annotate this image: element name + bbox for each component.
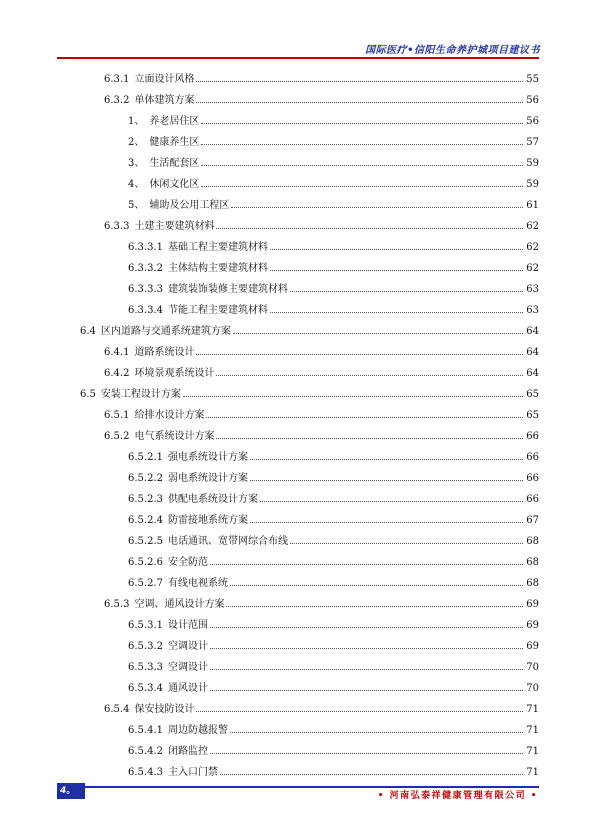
toc-entry-title: 保安技防设计 — [134, 704, 195, 715]
toc-entry-page: 70 — [526, 662, 539, 673]
toc-entry-title: 空调设计 — [168, 641, 208, 652]
toc-entry-page: 66 — [526, 452, 539, 463]
toc-entry[interactable] — [128, 155, 539, 171]
toc-entry[interactable] — [104, 92, 539, 108]
toc-entry-page: 66 — [526, 473, 539, 484]
toc-dot-leader — [210, 638, 523, 649]
toc-entry[interactable] — [128, 134, 539, 150]
toc-dot-leader — [233, 323, 523, 334]
toc-dot-leader — [231, 197, 523, 208]
toc-dot-leader — [201, 155, 523, 166]
toc-entry[interactable] — [128, 260, 539, 276]
toc-entry[interactable] — [104, 407, 539, 423]
toc-entry-page: 70 — [526, 683, 539, 694]
toc-entry-title: 节能工程主要建筑材料 — [168, 305, 268, 316]
toc-dot-leader — [210, 743, 523, 754]
toc-entry[interactable] — [128, 470, 539, 486]
toc-entry[interactable] — [104, 218, 539, 234]
toc-entry[interactable] — [104, 71, 539, 87]
footer-company: • 河南弘泰祥健康管理有限公司 • — [377, 791, 538, 801]
toc-dot-leader — [260, 491, 523, 502]
toc-dot-leader — [270, 239, 523, 250]
toc-entry-title: 设计范围 — [168, 620, 208, 631]
toc-entry[interactable] — [128, 113, 539, 129]
toc-entry-title: 闭路监控 — [168, 746, 208, 757]
toc-entry-title: 给排水设计方案 — [134, 410, 205, 421]
toc-entry-number: 6.4.2 — [104, 368, 130, 379]
toc-entry-page: 71 — [526, 746, 539, 757]
toc-dot-leader — [250, 512, 523, 523]
toc-entry-title: 强电系统设计方案 — [168, 452, 248, 463]
toc-dot-leader — [290, 533, 523, 544]
toc-entry-page: 66 — [526, 494, 539, 505]
toc-entry-page: 69 — [526, 620, 539, 631]
toc-dot-leader — [196, 344, 523, 355]
toc-entry-page: 62 — [526, 242, 539, 253]
toc-entry-number: 6.3.3.3 — [128, 284, 163, 295]
toc-entry-page: 56 — [526, 116, 539, 127]
toc-entry-page: 62 — [526, 221, 539, 232]
toc-entry-page: 67 — [526, 515, 539, 526]
toc-entry[interactable] — [128, 302, 539, 318]
toc-dot-leader — [201, 134, 523, 145]
toc-entry-page: 61 — [526, 200, 539, 211]
toc-entry-number: 6.5.2.4 — [128, 515, 163, 526]
toc-dot-leader — [230, 575, 523, 586]
toc-entry-page: 64 — [526, 368, 539, 379]
page-number-badge: 4。 — [57, 783, 85, 799]
toc-entry[interactable] — [128, 554, 539, 570]
toc-entry-page: 56 — [526, 95, 539, 106]
toc-entry-number: 6.3.2 — [104, 95, 130, 106]
toc-entry-number: 6.5.2.2 — [128, 473, 163, 484]
toc-entry[interactable] — [80, 386, 539, 402]
toc-entry-title: 空调设计 — [168, 662, 208, 673]
toc-entry-page: 65 — [526, 410, 539, 421]
toc-dot-leader — [290, 281, 523, 292]
toc-dot-leader — [210, 617, 523, 628]
toc-entry-page: 68 — [526, 578, 539, 589]
toc-dot-leader — [210, 659, 523, 670]
toc-entry-number: 6.5.2.5 — [128, 536, 163, 547]
toc-dot-leader — [270, 302, 523, 313]
toc-entry-title: 弱电系统设计方案 — [168, 473, 248, 484]
toc-entry[interactable] — [104, 701, 539, 717]
toc-entry[interactable] — [128, 680, 539, 696]
toc-entry-number: 6.5.4 — [104, 704, 130, 715]
toc-entry[interactable] — [128, 722, 539, 738]
toc-entry-number: 2、 — [128, 137, 145, 148]
toc-entry-number: 6.5.2.6 — [128, 557, 163, 568]
toc-entry-number: 6.5.3.4 — [128, 683, 163, 694]
toc-entry-title: 防雷接地系统方案 — [168, 515, 248, 526]
toc-dot-leader — [196, 92, 523, 103]
toc-entry[interactable] — [128, 281, 539, 297]
toc-dot-leader — [250, 470, 523, 481]
toc-entry-number: 6.5.2.1 — [128, 452, 163, 463]
toc-entry[interactable] — [128, 764, 539, 780]
toc-dot-leader — [210, 554, 523, 565]
toc-entry[interactable] — [128, 638, 539, 654]
toc-entry-title: 主入口门禁 — [168, 767, 218, 778]
toc-dot-leader — [230, 722, 523, 733]
toc-entry-number: 6.5.3 — [104, 599, 130, 610]
toc-entry-title: 立面设计风格 — [134, 74, 195, 85]
toc-dot-leader — [183, 386, 523, 397]
toc-entry-number: 6.3.1 — [104, 74, 130, 85]
toc-entry-title: 道路系统设计 — [134, 347, 195, 358]
toc-entry[interactable] — [128, 449, 539, 465]
toc-entry-number: 6.5.4.2 — [128, 746, 163, 757]
toc-entry-number: 6.5.3.2 — [128, 641, 163, 652]
toc-dot-leader — [216, 365, 523, 376]
toc-entry[interactable] — [128, 617, 539, 633]
toc-dot-leader — [201, 113, 523, 124]
toc-entry-number: 1、 — [128, 116, 145, 127]
toc-dot-leader — [196, 71, 523, 82]
toc-entry[interactable] — [128, 743, 539, 759]
toc-entry-title: 周边防越报警 — [168, 725, 228, 736]
toc-entry-number: 3、 — [128, 158, 145, 169]
toc-entry-title: 辅助及公用工程区 — [149, 200, 230, 211]
toc-entry-title: 电话通讯、宽带网综合布线 — [168, 536, 288, 547]
toc-entry-page: 64 — [526, 347, 539, 358]
toc-entry-page: 63 — [526, 284, 539, 295]
toc-entry[interactable] — [104, 428, 539, 444]
toc-entry-number: 6.5.4.3 — [128, 767, 163, 778]
toc-entry-page: 71 — [526, 704, 539, 715]
toc-entry[interactable] — [128, 575, 539, 591]
toc-entry-page: 66 — [526, 431, 539, 442]
toc-entry-title: 环境景观系统设计 — [134, 368, 215, 379]
toc-entry[interactable] — [128, 176, 539, 192]
toc-entry-title: 建筑装饰装修主要建筑材料 — [168, 284, 288, 295]
toc-entry-title: 基础工程主要建筑材料 — [168, 242, 268, 253]
toc-entry-page: 64 — [526, 326, 539, 337]
toc-dot-leader — [226, 596, 523, 607]
toc-entry-number: 6.5.3.3 — [128, 662, 163, 673]
toc-entry-number: 6.3.3.2 — [128, 263, 163, 274]
toc-entry-title: 养老居住区 — [149, 116, 200, 127]
toc-entry-title: 有线电视系统 — [168, 578, 228, 589]
toc-entry-number: 6.5.1 — [104, 410, 130, 421]
toc-entry-title: 主体结构主要建筑材料 — [168, 263, 268, 274]
toc-dot-leader — [196, 701, 523, 712]
toc-entry-title: 健康养生区 — [149, 137, 200, 148]
toc-entry-page: 69 — [526, 599, 539, 610]
toc-entry-page: 68 — [526, 536, 539, 547]
toc-entry-number: 6.5.3.1 — [128, 620, 163, 631]
toc-entry-number: 6.3.3.1 — [128, 242, 163, 253]
header-title: 国际医疗•信阳生命养护城项目建议书 — [365, 45, 540, 56]
toc-entry[interactable] — [128, 512, 539, 528]
toc-entry-title: 区内道路与交通系统建筑方案 — [100, 326, 231, 337]
toc-entry-title: 休闲文化区 — [149, 179, 200, 190]
toc-entry-number: 6.5.2.7 — [128, 578, 163, 589]
toc-entry-page: 69 — [526, 641, 539, 652]
toc-entry-title: 供配电系统设计方案 — [168, 494, 258, 505]
toc-entry[interactable] — [128, 197, 539, 213]
toc-entry-number: 6.5.2.3 — [128, 494, 163, 505]
toc-entry-page: 57 — [526, 137, 539, 148]
toc-entry-page: 63 — [526, 305, 539, 316]
toc-entry-title: 安装工程设计方案 — [100, 389, 181, 400]
toc-entry[interactable] — [128, 659, 539, 675]
toc-dot-leader — [270, 260, 523, 271]
toc-entry-title: 生活配套区 — [149, 158, 200, 169]
toc-dot-leader — [220, 764, 523, 775]
toc-dot-leader — [216, 428, 523, 439]
toc-entry[interactable] — [80, 323, 539, 339]
toc-entry[interactable] — [104, 365, 539, 381]
toc-entry-number: 6.5 — [80, 389, 96, 400]
toc-entry-number: 6.3.3 — [104, 221, 130, 232]
toc-entry[interactable] — [104, 596, 539, 612]
toc-dot-leader — [206, 407, 523, 418]
toc-dot-leader — [210, 680, 523, 691]
toc-dot-leader — [216, 218, 523, 229]
toc-entry-page: 65 — [526, 389, 539, 400]
toc-entry-number: 6.3.3.4 — [128, 305, 163, 316]
toc-entry-page: 62 — [526, 263, 539, 274]
toc-dot-leader — [201, 176, 523, 187]
toc-entry-number: 6.5.4.1 — [128, 725, 163, 736]
toc-entry-number: 6.4 — [80, 326, 96, 337]
toc-entry[interactable] — [128, 239, 539, 255]
toc-entry-title: 空调、通风设计方案 — [134, 599, 225, 610]
toc-entry-number: 5、 — [128, 200, 145, 211]
toc-entry-title: 安全防范 — [168, 557, 208, 568]
toc-entry-page: 59 — [526, 158, 539, 169]
toc-entry-page: 59 — [526, 179, 539, 190]
toc-entry-title: 土建主要建筑材料 — [134, 221, 215, 232]
toc-entry-number: 6.4.1 — [104, 347, 130, 358]
toc-entry-page: 68 — [526, 557, 539, 568]
toc-entry-title: 通风设计 — [168, 683, 208, 694]
toc-entry-number: 6.5.2 — [104, 431, 130, 442]
toc-entry-title: 单体建筑方案 — [134, 95, 195, 106]
toc-entry-page: 55 — [526, 74, 539, 85]
toc-entry[interactable] — [128, 533, 539, 549]
header-rule — [57, 57, 539, 59]
toc-entry-number: 4、 — [128, 179, 145, 190]
toc-entry[interactable] — [128, 491, 539, 507]
toc-entry-page: 71 — [526, 767, 539, 778]
toc-dot-leader — [250, 449, 523, 460]
toc-entry-page: 71 — [526, 725, 539, 736]
toc-entry[interactable] — [104, 344, 539, 360]
toc-entry-title: 电气系统设计方案 — [134, 431, 215, 442]
